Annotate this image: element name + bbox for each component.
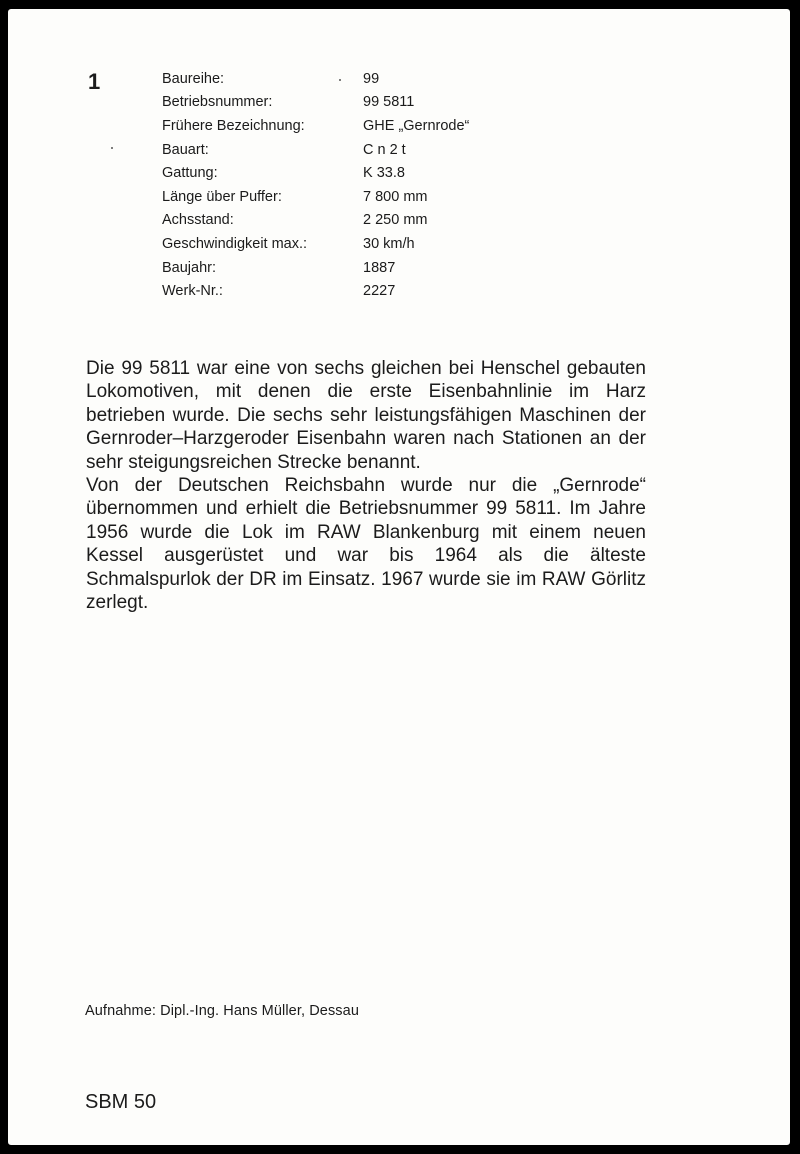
spec-value: GHE „Gernrode“ xyxy=(363,117,470,134)
spec-label: Gattung: xyxy=(162,165,218,182)
description-paragraph: Von der Deutschen Reichsbahn wurde nur die „Gernrode“ übernommen und erhielt die Betriebsnummer 99 5811. Im Jahre 1956 wurde die Lok im RAW Blankenburg mit einem neuen Kessel ausgerüstet und war bis 1964 als die älteste Schmalspurlok der DR im Einsatz. 1967 wurde sie im RAW Görlitz zerlegt. xyxy=(86,475,646,614)
print-speck xyxy=(339,79,341,81)
spec-table xyxy=(162,67,469,303)
photo-credit: Aufnahme: Dipl.-Ing. Hans Müller, Dessau xyxy=(85,1003,359,1019)
spec-label: Baujahr: xyxy=(162,259,217,276)
spec-row xyxy=(162,279,469,303)
spec-row xyxy=(162,256,469,280)
spec-label: Baureihe: xyxy=(162,70,225,87)
spec-label: Werk-Nr.: xyxy=(162,283,223,300)
spec-value: 99 xyxy=(363,70,380,87)
spec-row xyxy=(162,91,469,115)
spec-value: 2 250 mm xyxy=(363,212,428,229)
spec-row xyxy=(162,185,469,209)
spec-row xyxy=(162,232,469,256)
spec-value: K 33.8 xyxy=(363,165,405,182)
spec-label: Länge über Puffer: xyxy=(162,188,282,205)
spec-row xyxy=(162,114,469,138)
spec-value: 7 800 mm xyxy=(363,188,428,205)
spec-label: Frühere Bezeichnung: xyxy=(162,117,305,134)
spec-value: 99 5811 xyxy=(363,94,415,111)
spec-value: C n 2 t xyxy=(363,141,406,158)
series-code: SBM 50 xyxy=(85,1091,157,1113)
spec-label: Bauart: xyxy=(162,141,209,158)
description-paragraph: Die 99 5811 war eine von sechs gleichen bei Henschel gebauten Lokomotiven, mit denen die erste Eisenbahnlinie im Harz betrieben wurde. Die sechs sehr leistungsfähigen Maschinen der Gernroder–Harzgeroder Eisenbahn waren nach Stationen an der sehr steigungsreichen Strecke benannt. xyxy=(86,358,646,473)
postcard-back xyxy=(8,9,790,1145)
spec-label: Achsstand: xyxy=(162,212,234,229)
spec-row xyxy=(162,138,469,162)
spec-label: Geschwindigkeit max.: xyxy=(162,235,308,252)
description-text xyxy=(86,357,646,614)
spec-value: 2227 xyxy=(363,283,396,300)
card-number: 1 xyxy=(88,69,101,94)
spec-value: 30 km/h xyxy=(363,235,415,252)
spec-value: 1887 xyxy=(363,259,396,276)
spec-label: Betriebsnummer: xyxy=(162,94,273,111)
spec-row xyxy=(162,161,469,185)
print-speck xyxy=(111,147,113,149)
spec-row xyxy=(162,209,469,233)
spec-row xyxy=(162,67,469,91)
